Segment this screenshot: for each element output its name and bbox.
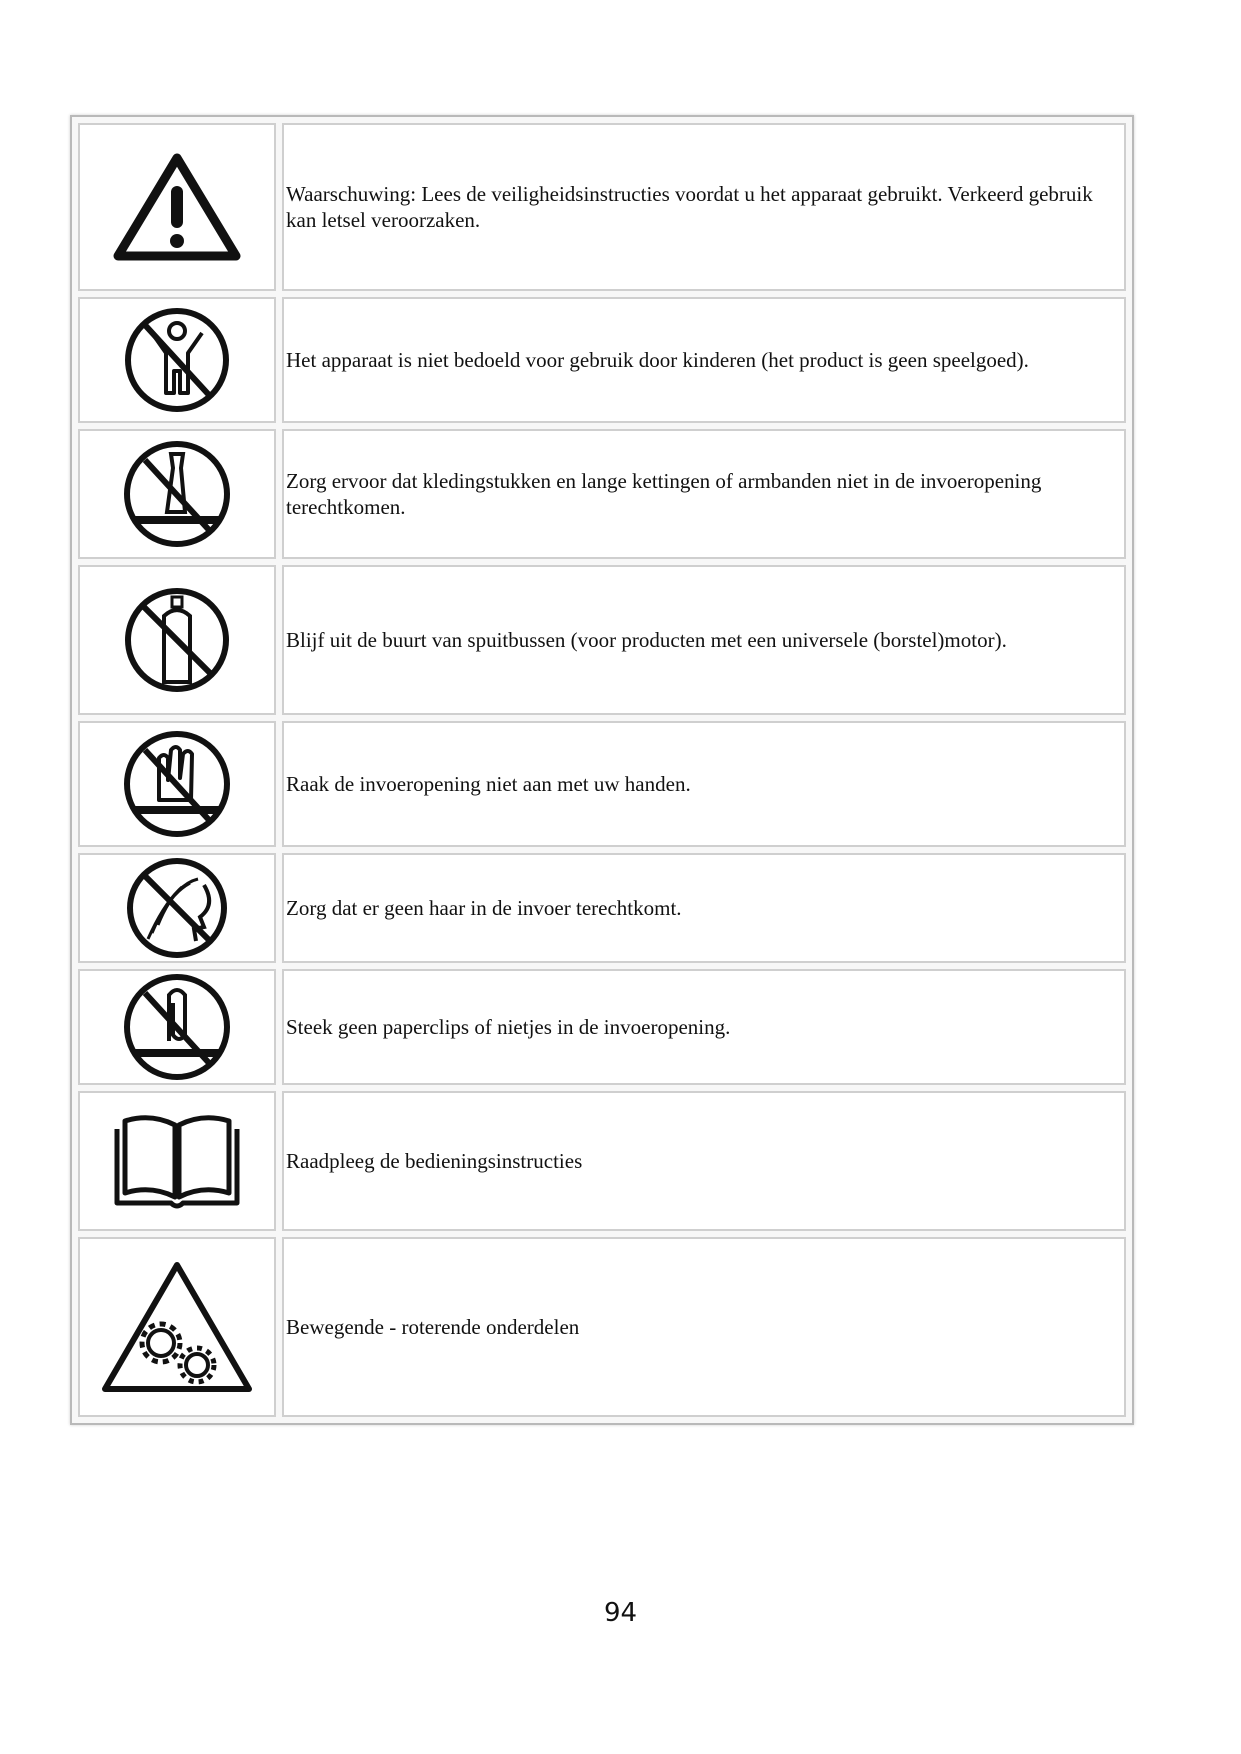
icon-cell	[78, 969, 276, 1085]
row-text: Zorg ervoor dat kledingstukken en lange kettingen of armbanden niet in de invoeropening terechtkomen.	[282, 429, 1126, 559]
row-text: Raak de invoeropening niet aan met uw handen.	[282, 721, 1126, 847]
table-row	[78, 123, 1126, 291]
safety-symbols-table	[70, 115, 1134, 1425]
row-text: Blijf uit de buurt van spuitbussen (voor producten met een universele (borstel)motor).	[282, 565, 1126, 715]
read-manual-icon	[109, 1111, 245, 1211]
no-hair-icon	[124, 855, 230, 961]
row-text: Het apparaat is niet bedoeld voor gebruik door kinderen (het product is geen speelgoed).	[282, 297, 1126, 423]
no-hands-icon	[121, 728, 233, 840]
row-text: Bewegende - roterende onderdelen	[282, 1237, 1126, 1417]
table-row	[78, 429, 1126, 559]
icon-cell	[78, 1237, 276, 1417]
icon-cell	[78, 1091, 276, 1231]
icon-cell	[78, 853, 276, 963]
row-text: Waarschuwing: Lees de veiligheidsinstructies voordat u het apparaat gebruikt. Verkeerd gebruik kan letsel veroorzaken.	[282, 123, 1126, 291]
icon-cell	[78, 721, 276, 847]
icon-cell	[78, 429, 276, 559]
table-row	[78, 565, 1126, 715]
page-number: 94	[603, 1598, 638, 1628]
no-necklace-icon	[121, 438, 233, 550]
table-row	[78, 721, 1126, 847]
table-row	[78, 1091, 1126, 1231]
table-row	[78, 1237, 1126, 1417]
row-text: Steek geen paperclips of nietjes in de invoeropening.	[282, 969, 1126, 1085]
no-aerosol-icon	[121, 584, 233, 696]
table-row	[78, 853, 1126, 963]
row-text: Raadpleeg de bedieningsinstructies	[282, 1091, 1126, 1231]
moving-parts-icon	[99, 1259, 255, 1395]
no-paperclips-icon	[121, 971, 233, 1083]
row-text: Zorg dat er geen haar in de invoer terechtkomt.	[282, 853, 1126, 963]
icon-cell	[78, 297, 276, 423]
table-row	[78, 969, 1126, 1085]
warning-triangle-icon	[112, 152, 242, 262]
no-children-icon	[122, 305, 232, 415]
icon-cell	[78, 565, 276, 715]
icon-cell	[78, 123, 276, 291]
table-row	[78, 297, 1126, 423]
